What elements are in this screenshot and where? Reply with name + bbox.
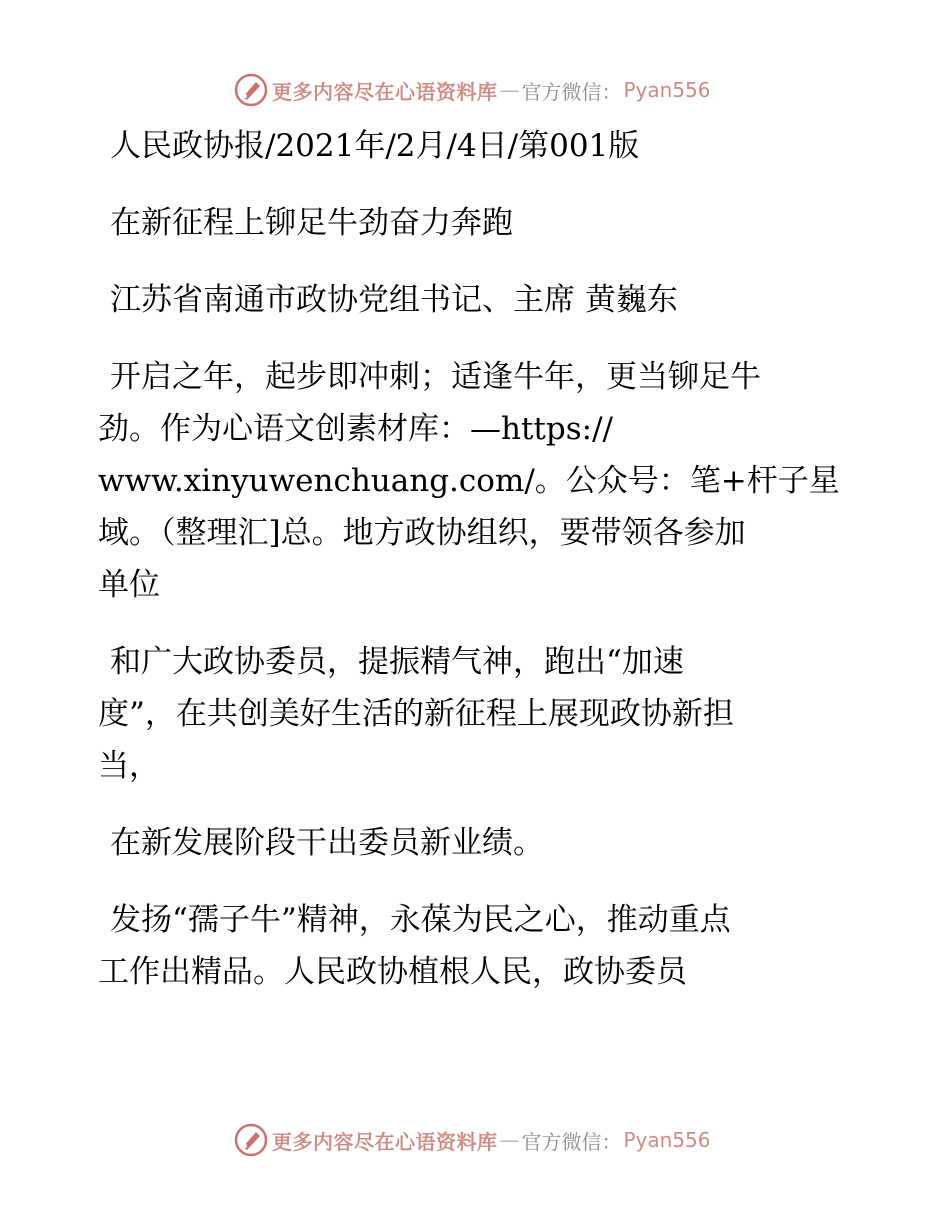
paragraph	[98, 636, 838, 792]
paragraph-line: 劲。作为心语文创素材库：—https://	[98, 411, 613, 447]
paragraph	[98, 817, 838, 869]
pen-logo-icon	[234, 73, 268, 107]
paragraph-line: 开启之年，起步即冲刺；适逢牛年，更当铆足牛	[110, 359, 761, 395]
paragraph	[98, 351, 838, 611]
watermark-header	[234, 72, 711, 108]
pen-logo-icon	[234, 1123, 268, 1157]
paragraph-line: 在新发展阶段干出委员新业绩。	[110, 825, 544, 861]
paragraph-line: www.xinyuwenchuang.com/。公众号：笔+杆子星	[98, 463, 840, 499]
paragraph-line: 和广大政协委员，提振精气神，跑出“加速	[110, 644, 684, 680]
watermark-wechat-id: Pyan556	[623, 78, 711, 102]
watermark-footer	[234, 1122, 711, 1158]
article-dateline: 人民政协报/2021年/2月/4日/第001版	[110, 128, 640, 164]
watermark-site-text: 更多内容尽在心语资料库	[272, 1129, 498, 1154]
paragraph-line: 度”，在共创美好生活的新征程上展现政协新担	[98, 696, 734, 732]
article-body	[98, 120, 838, 998]
watermark-separator: —	[499, 78, 520, 102]
paragraph-line: 域。（整理汇]总。地方政协组织，要带领各参加	[98, 515, 746, 551]
paragraph-line: 发扬“孺子牛”精神，永葆为民之心，推动重点	[110, 902, 731, 938]
paragraph-line: 单位	[98, 567, 160, 603]
watermark-wechat-id: Pyan556	[623, 1128, 711, 1152]
watermark-separator: —	[499, 1128, 520, 1152]
paragraph-line: 工作出精品。人民政协植根人民，政协委员	[98, 954, 687, 990]
article-title: 在新征程上铆足牛劲奋力奔跑	[110, 205, 513, 241]
watermark-site-text: 更多内容尽在心语资料库	[272, 79, 498, 104]
paragraph	[98, 894, 838, 998]
paragraph-line: 当，	[98, 748, 160, 784]
article-author: 江苏省南通市政协党组书记、主席 黄巍东	[110, 282, 678, 318]
watermark-label: 官方微信：	[521, 79, 622, 104]
watermark-label: 官方微信：	[521, 1129, 622, 1154]
